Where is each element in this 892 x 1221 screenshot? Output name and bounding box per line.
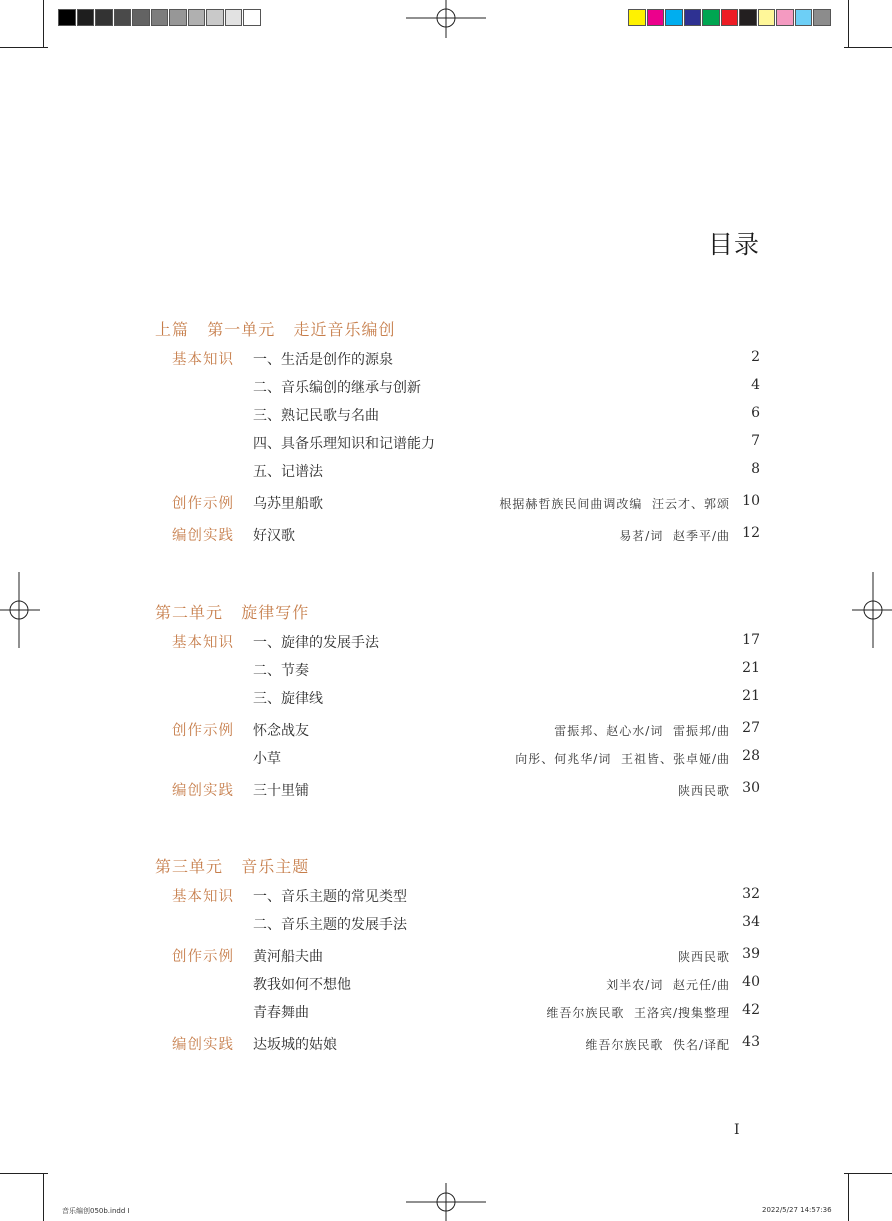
crop-mark-br-v <box>848 1173 849 1221</box>
color-swatch <box>758 9 776 26</box>
registration-mark-right <box>852 572 892 648</box>
toc-entry-credit: 向彤、何兆华/词 王祖皆、张卓娅/曲 <box>515 752 730 766</box>
crop-mark-br-h <box>844 1173 892 1174</box>
gray-swatch <box>58 9 76 26</box>
toc-entry-page-number: 4 <box>751 377 760 393</box>
toc-entry-title[interactable]: 二、节奏 <box>253 663 309 679</box>
toc-entry-title[interactable]: 五、记谱法 <box>253 464 323 480</box>
toc-entry-credit: 陕西民歌 <box>677 950 730 964</box>
registration-mark-left <box>0 572 40 648</box>
gray-swatch <box>243 9 261 26</box>
unit-heading: 第二单元 旋律写作 <box>155 603 310 622</box>
toc-entry-title[interactable]: 二、音乐编创的继承与创新 <box>253 380 421 396</box>
gray-swatch <box>132 9 150 26</box>
color-swatch <box>795 9 813 26</box>
color-swatch <box>628 9 646 26</box>
crop-mark-bl-v <box>43 1173 44 1221</box>
toc-entry-page-number: 6 <box>751 405 760 421</box>
color-swatch <box>813 9 831 26</box>
toc-entry-credit: 刘半农/词 赵元任/曲 <box>606 978 730 992</box>
toc-entry-title[interactable]: 一、音乐主题的常见类型 <box>253 889 407 905</box>
toc-entry-page-number: 2 <box>751 349 760 365</box>
color-swatch <box>647 9 665 26</box>
section-category: 编创实践 <box>172 528 234 544</box>
color-swatch <box>665 9 683 26</box>
toc-entry-page-number: 43 <box>742 1034 760 1050</box>
toc-entry-title[interactable]: 怀念战友 <box>253 723 309 739</box>
registration-mark-top <box>406 0 486 38</box>
toc-entry-title[interactable]: 青春舞曲 <box>253 1005 309 1021</box>
section-category: 创作示例 <box>172 723 234 739</box>
registration-mark-bottom <box>406 1183 486 1221</box>
unit-heading: 第三单元 音乐主题 <box>155 857 310 876</box>
crop-mark-tl-v <box>43 0 44 48</box>
crop-mark-tr-h <box>844 47 892 48</box>
toc-entry-title[interactable]: 一、旋律的发展手法 <box>253 635 379 651</box>
toc-entry-page-number: 10 <box>742 493 760 509</box>
toc-entry-page-number: 30 <box>742 780 760 796</box>
unit-heading: 上篇 第一单元 走近音乐编创 <box>155 320 396 339</box>
section-category: 编创实践 <box>172 1037 234 1053</box>
color-swatch <box>684 9 702 26</box>
toc-entry-title[interactable]: 小草 <box>253 751 281 767</box>
section-category: 基本知识 <box>172 352 234 368</box>
gray-swatch <box>77 9 95 26</box>
section-category: 基本知识 <box>172 889 234 905</box>
toc-entry-page-number: 17 <box>742 632 760 648</box>
toc-entry-page-number: 39 <box>742 946 760 962</box>
toc-entry-page-number: 27 <box>742 720 760 736</box>
slug-right: 2022/5/27 14:57:36 <box>762 1206 832 1214</box>
toc-entry-page-number: 34 <box>742 914 760 930</box>
crop-mark-tr-v <box>848 0 849 48</box>
color-swatch <box>739 9 757 26</box>
gray-swatch <box>151 9 169 26</box>
toc-entry-credit: 根据赫哲族民间曲调改编 汪云才、郭颂 <box>499 497 730 511</box>
gray-swatch-bar <box>58 9 262 28</box>
toc-entry-credit: 雷振邦、赵心水/词 雷振邦/曲 <box>554 724 730 738</box>
toc-entry-credit: 易茗/词 赵季平/曲 <box>619 529 730 543</box>
section-category: 基本知识 <box>172 635 234 651</box>
color-swatch-bar <box>628 9 832 28</box>
color-swatch <box>721 9 739 26</box>
toc-entry-title[interactable]: 一、生活是创作的源泉 <box>253 352 393 368</box>
gray-swatch <box>206 9 224 26</box>
section-category: 编创实践 <box>172 783 234 799</box>
toc-entry-title[interactable]: 三十里铺 <box>253 783 309 799</box>
slug-left: 音乐编创050b.indd I <box>62 1207 130 1215</box>
section-category: 创作示例 <box>172 949 234 965</box>
gray-swatch <box>188 9 206 26</box>
page-folio: I <box>734 1122 740 1138</box>
toc-entry-page-number: 21 <box>742 688 760 704</box>
crop-mark-tl-h <box>0 47 48 48</box>
toc-entry-title[interactable]: 达坂城的姑娘 <box>253 1037 337 1053</box>
gray-swatch <box>95 9 113 26</box>
toc-entry-page-number: 32 <box>742 886 760 902</box>
toc-entry-credit: 陕西民歌 <box>677 784 730 798</box>
color-swatch <box>776 9 794 26</box>
toc-entry-title[interactable]: 二、音乐主题的发展手法 <box>253 917 407 933</box>
gray-swatch <box>169 9 187 26</box>
toc-entry-title[interactable]: 教我如何不想他 <box>253 977 351 993</box>
toc-entry-credit: 维吾尔族民歌 佚名/译配 <box>585 1038 730 1052</box>
toc-entry-page-number: 7 <box>751 433 760 449</box>
section-category: 创作示例 <box>172 496 234 512</box>
toc-entry-page-number: 28 <box>742 748 760 764</box>
crop-mark-bl-h <box>0 1173 48 1174</box>
toc-entry-title[interactable]: 三、熟记民歌与名曲 <box>253 408 379 424</box>
toc-entry-title[interactable]: 好汉歌 <box>253 528 295 544</box>
toc-entry-title[interactable]: 黄河船夫曲 <box>253 949 323 965</box>
toc-entry-page-number: 21 <box>742 660 760 676</box>
toc-entry-page-number: 42 <box>742 1002 760 1018</box>
toc-entry-page-number: 8 <box>751 461 760 477</box>
toc-entry-credit: 维吾尔族民歌 王洛宾/搜集整理 <box>546 1006 730 1020</box>
toc-entry-title[interactable]: 乌苏里船歌 <box>253 496 323 512</box>
toc-entry-title[interactable]: 四、具备乐理知识和记谱能力 <box>253 436 435 452</box>
gray-swatch <box>225 9 243 26</box>
gray-swatch <box>114 9 132 26</box>
toc-entry-page-number: 12 <box>742 525 760 541</box>
color-swatch <box>702 9 720 26</box>
toc-entry-page-number: 40 <box>742 974 760 990</box>
toc-title: 目录 <box>707 230 760 259</box>
toc-entry-title[interactable]: 三、旋律线 <box>253 691 323 707</box>
